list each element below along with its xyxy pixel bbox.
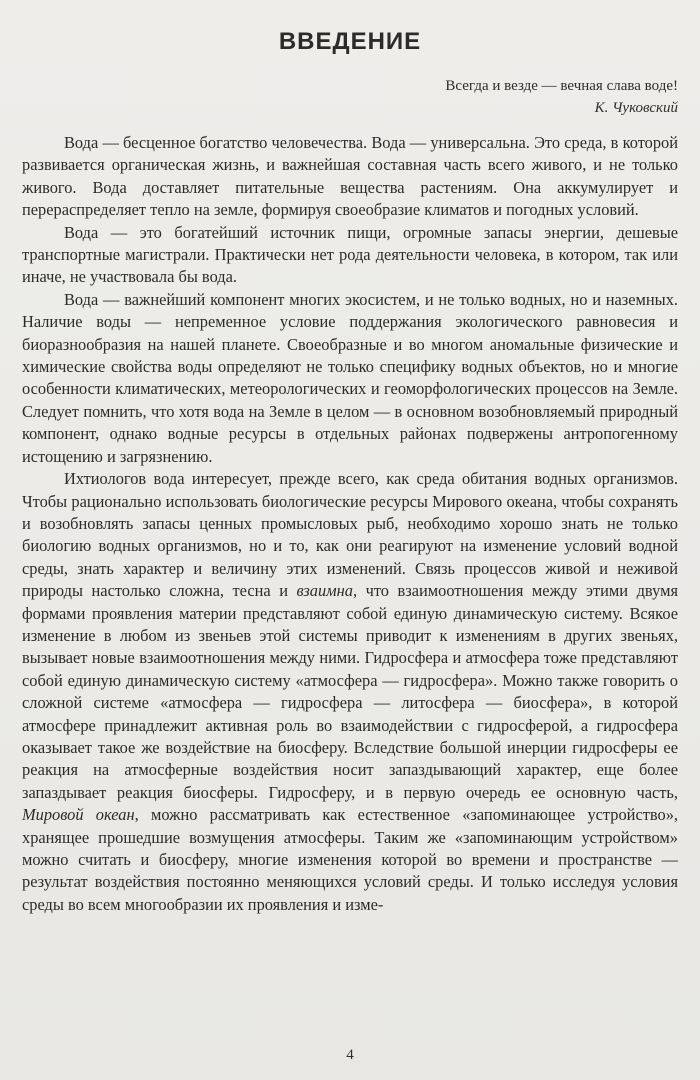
epigraph — [445, 75, 678, 119]
paragraph-3: Вода — важнейший компонент многих экосистем, и не только водных, но и наземных. Наличие воды — непременное условие поддержания экологического равновесия и биоразнообразия на нашей планете. Своеобразные и во многом аномальные физические и химические свойства воды определяют не только специфику водных объектов, но и многие особенности климатических, метеорологических и геоморфологических процессов на Земле. Следует помнить, что хотя вода на Земле в целом — в основном возобновляемый природный компонент, однако водные ресурсы в отдельных районах подвержены антропогенному истощению и загрязнению. — [22, 289, 678, 466]
paragraph-4-italic-2: Мировой океан — [22, 805, 135, 825]
paragraph-4-part-2: , что взаимоотношения между этими двумя формами проявления материи представляют собой единую динамическую систему. Всякое изменение в любом из звеньев этой системы приводит к изменениям в других звеньях, вызывает новые взаимоотношения между ними. Гидросфера и атмосфера тоже представляют собой единую динамическую систему «атмосфера — гидросфера». Можно также говорить о сложной системе «атмосфера — гидросфера — литосфера — биосфера», в которой атмосфере принадлежит активная роль во взаимодействии с гидросферой, а гидросфера оказывает такое же воздействие на биосферу. Вследствие большой инерции гидросферы ее реакция на атмосферные воздействия носит запаздывающий характер, еще более запаздывает реакция биосферы. Гидросферу, и в первую очередь ее основную часть, — [22, 581, 678, 802]
paragraph-4-italic-1: взаимна — [296, 581, 353, 601]
paragraph-1: Вода — бесценное богатство человечества. Вода — универсальна. Это среда, в которой развивается органическая жизнь, и важнейшая составная часть всего живого, и не только живого. Вода доставляет питательные вещества растениям. Она аккумулирует и перераспределяет тепло на земле, формируя своеобразие климатов и погодных условий. — [22, 133, 678, 220]
epigraph-quote: Всегда и везде — вечная слава воде! — [445, 78, 678, 94]
paragraph-4 — [22, 468, 678, 916]
paragraph-4-part-3: , можно рассматривать как естественное «запоминающее устройство», хранящее прошедшие возмущения атмосферы. Таким же «запоминающим устройством» можно считать и биосферу, многие изменения которой во времени и пространстве — результат воздействия постоянно меняющихся условий среды. И только исследуя условия среды во всем многообразии их проявления и изме- — [22, 805, 678, 914]
body-text — [22, 132, 678, 916]
epigraph-author: К. Чуковский — [594, 100, 678, 116]
paragraph-2: Вода — это богатейший источник пищи, огромные запасы энергии, дешевые транспортные магистрали. Практически нет рода деятельности человека, в котором, так или иначе, не участвовала бы вода. — [22, 222, 678, 287]
paragraph-4-part-1: Ихтиологов вода интересует, прежде всего, как среда обитания водных организмов. Чтобы рационально использовать биологические ресурсы Мирового океана, чтобы сохранять и возобновлять запасы ценных промысловых рыб, необходимо хорошо знать не только биологию водных организмов, но и то, как они реагируют на изменение условий водной среды, знать характер и величину этих изменений. Связь процессов живой и неживой природы настолько сложна, тесна и — [22, 469, 678, 601]
chapter-heading: ВВЕДЕНИЕ — [278, 28, 422, 55]
page-number: 4 — [346, 1047, 354, 1063]
